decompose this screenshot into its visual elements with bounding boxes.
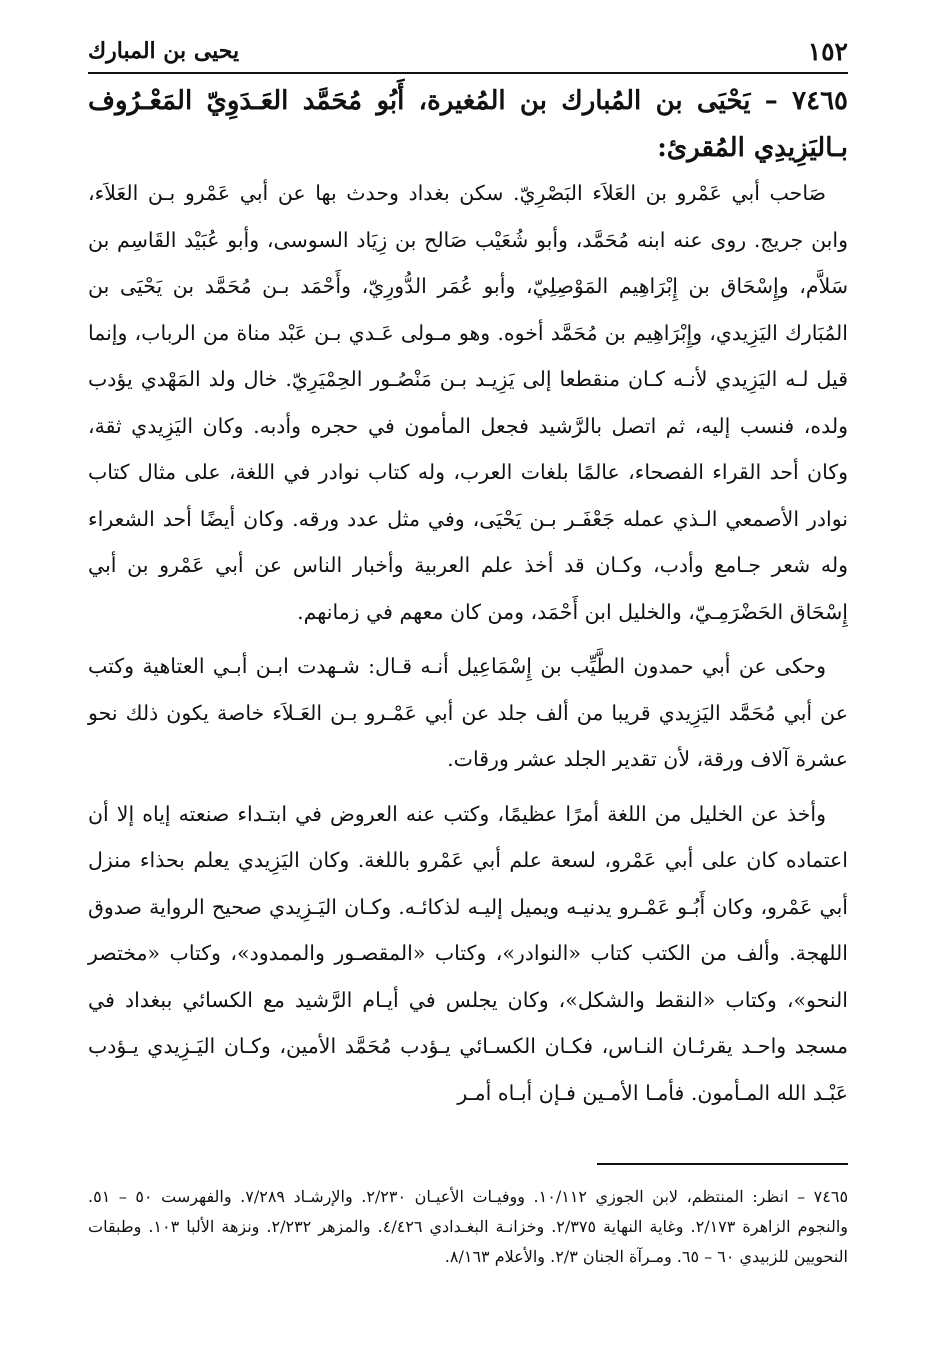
entry-body <box>88 170 848 1116</box>
body-paragraph: وأخذ عن الخليل من اللغة أمرًا عظيمًا، وكتب عنه العروض في ابتـداء صنعته إياه إلا أن اعتماده كان على أبي عَمْرو، لسعة علم أبي عَمْرو باللغة. وكان اليَزِيدي يعلم بحذاء منزل أبي عَمْرو، وكان أَبُـو عَمْـرو يدنيـه ويميل إليـه لذكائـه. وكـان اليَـزِيدي صحيح الرواية صدوق اللهجة. وألف من الكتب كتاب «النوادر»، وكتاب «المقصـور والممدود»، وكتاب «مختصر النحو»، وكتاب «النقط والشكل»، وكان يجلس في أيـام الرَّشيد مع الكسائي ببغداد في مسجد واحـد يقرئـان النـاس، فكـان الكسـائي يـؤدب مُحَمَّد الأمين، وكـان اليَـزِيدي يـؤدب عَبْـد الله المـأمون. فأمـا الأمـين فـإن أبـاه أمـر <box>88 801 848 1105</box>
footnote: ٧٤٦٥ – انظر: المنتظم، لابن الجوزي ١٠/١١٢. ووفيـات الأعيـان ٢/٢٣٠. والإرشـاد ٧/٢٨٩. والفهرست ٥٠ – ٥١. والنجوم الزاهرة ٢/١٧٣. وغاية النهاية ٢/٣٧٥. وخزانـة البغـدادي ٤/٤٢٦. والمزهر ٢/٢٣٢. ونزهة الألبا ١٠٣. وطبقات النحويين للزبيدي ٦٠ – ٦٥. ومـرآة الجنان ٢/٣. والأعلام ٨/١٦٣. <box>88 1187 849 1266</box>
page-number: ١٥٢ <box>807 36 848 66</box>
running-header <box>88 34 848 68</box>
entry-title: ٧٤٦٥ – يَحْيَى بن المُبارك بن المُغيرة، أَبُو مُحَمَّد العَـدَوِيّ المَعْـرُوف بـاليَزِيدِي المُقرئ: <box>88 86 848 163</box>
body-paragraph: صَاحب أبي عَمْرو بن العَلاَء البَصْرِيّ. سكن بغداد وحدث بها عن أبي عَمْرو بـن العَلاَء، وابن جريج. روى عنه ابنه مُحَمَّد، وأبو شُعَيْب صَالح بن زِيَاد السوسى، وأبو عُبَيْد القَاسِم بن سَلاَّم، وإِسْحَاق بن إِبْرَاهِيم المَوْصِلِيّ، وأبو عُمَر الدُّورِيّ، وأَحْمَد بـن مُحَمَّد بن يَحْيَى بن المُبَارك اليَزِيدي، وإِبْرَاهِيم بن مُحَمَّد أخوه. وهو مـولى عَـدي بـن عَبْد مناة من الرباب، وإنما قيل لـه اليَزِيدي لأنـه كـان منقطعا إلى يَزِيـد بـن مَنْصُـور الحِمْيَرِيّ. خال ولد المَهْدي يؤدب ولده، فنسب إليه، ثم اتصل بالرَّشيد فجعل المأمون في حجره وأدبه. وكان اليَزِيدي ثقة، وكان أحد القراء الفصحاء، عالمًا بلغات العرب، وله كتاب نوادر في اللغة، على مثال كتاب نوادر الأصمعي الـذي عمله جَعْفَـر بـن يَحْيَى، وفي مثل عدد ورقه. وكان أيضًا أحد الشعراء وله شعر جـامع وأدب، وكـان قد أخذ علم العربية وأخبار الناس عن أبي عَمْرو بن أبي إِسْحَاق الحَضْرَمِـيّ، والخليل ابن أَحْمَد، ومن كان معهم في زمانهم. <box>88 181 848 624</box>
footnote-rule <box>597 1163 848 1165</box>
body-paragraph: وحكى عن أبي حمدون الطَّيِّب بن إِسْمَاعِيل أنـه قـال: شـهدت ابـن أبـي العتاهية وكتب عن أبي مُحَمَّد اليَزِيدي قريبا من ألف جلد عن أبي عَمْـرو بـن العَـلاَء خاصة يكون ذلك نحو عشرة آلاف ورقة، لأن تقدير الجلد عشر ورقات. <box>88 654 848 771</box>
running-title: يحيى بن المبارك <box>88 38 240 64</box>
header-rule <box>88 72 848 74</box>
